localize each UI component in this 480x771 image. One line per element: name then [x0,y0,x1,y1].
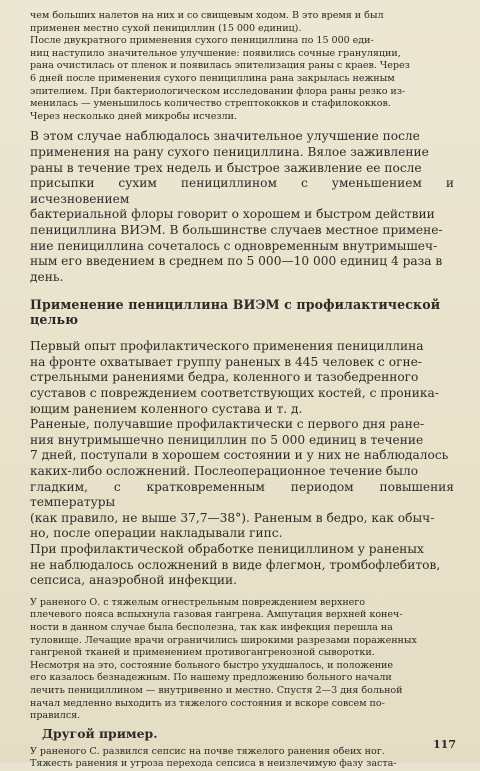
paragraph-first-experience: Первый опыт профилактического применения пенициллина на фронте охватывает группу раненых в 445 человек с огне- стрельными ранениями бедра, коленного и тазобедренного суставов с повреждением соответствующих костей, с проника- ющим ранением коленного сустава и т. д. [30,339,439,416]
section-heading-prophylactic: Применение пенициллина ВИЭМ с профилактической целью [30,297,441,328]
paragraph-case-description: чем больших налетов на них и со свищевым ходом. В это время и был применен местно сухой пенициллин (15 000 единиц). После двукратного применения сухого пенициллина по 15 000 еди- ниц наступило значительное улучшение: появились сочные грануляции, рана очистилась от пленок и появилась эпителизация раны с краев. Через 6 дней после применения сухого пенициллина рана закрылась нежным эпителием. При бактериологическом исследовании флора раны резко из- менилась — уменьшилось количество стрептококков и стафилококков. Через несколько дней микробы исчезли. [30,10,410,122]
paragraph-sepsis-case: У раненого С. развился сепсис на почве тяжелого ранения обеих ног. Тяжесть ранения и угроза перехода сепсиса в неизлечимую фазу заста- [30,745,397,770]
paragraph-gas-gangrene-case: У раненого О. с тяжелым огнестрельным повреждением верхнего плечевого пояса вспыхнула газовая гангрена. Ампутация верхней конеч- ности в данном случае была бесполезна, так как инфекция перешла на туловище. Лечащие врачи ограничились широкими разрезами пораженных гангреной тканей и применением противогангренозной сыворотки. Несмотря на это, состояние больного быстро ухудшалось, и положение его казалось безнадежным. По нашему предложению больного начали лечить пенициллином — внутривенно и местно. Спустя 2—3 дня больной начал медленно выходить из тяжелого состояния и вскоре совсем по- правился. [30,596,417,722]
paragraph-wounded-results: Раненые, получавшие профилактически с первого дня ране- ния внутримышечно пенициллин по 5 000 единиц в течение 7 дней, поступали в хорошем состоянии и у них не наблюдалось каких-либо осложнений. Послеоперационное течение было гладким, с кратковременным периодом повышения температуры (как правило, не выше 37,7—38°). Раненым в бедро, как обыч- но, после операции накладывали гипс. [30,417,454,541]
subheading-another-example: Другой пример. [42,725,158,741]
page-number: 117 [433,738,456,751]
paragraph-conclusion: В этом случае наблюдалось значительное улучшение после применения на рану сухого пенициллина. Вялое заживление раны в течение трех недель и быстрое заживление ее после присыпки сухим пенициллином с уменьшением и исчезновением бактериальной флоры говорит о хорошем и быстром действии пенициллина ВИЭМ. В большинстве случаев местное примене- ние пенициллина сочеталось с одновременным внутримышеч- ным его введением в среднем по 5 000—10 000 единиц 4 раза в день. [30,129,454,284]
paragraph-no-complications: При профилактической обработке пенициллином у раненых не наблюдалось осложнений в виде флегмон, тромбофлебитов, сепсиса, анаэробной инфекции. [30,542,441,588]
